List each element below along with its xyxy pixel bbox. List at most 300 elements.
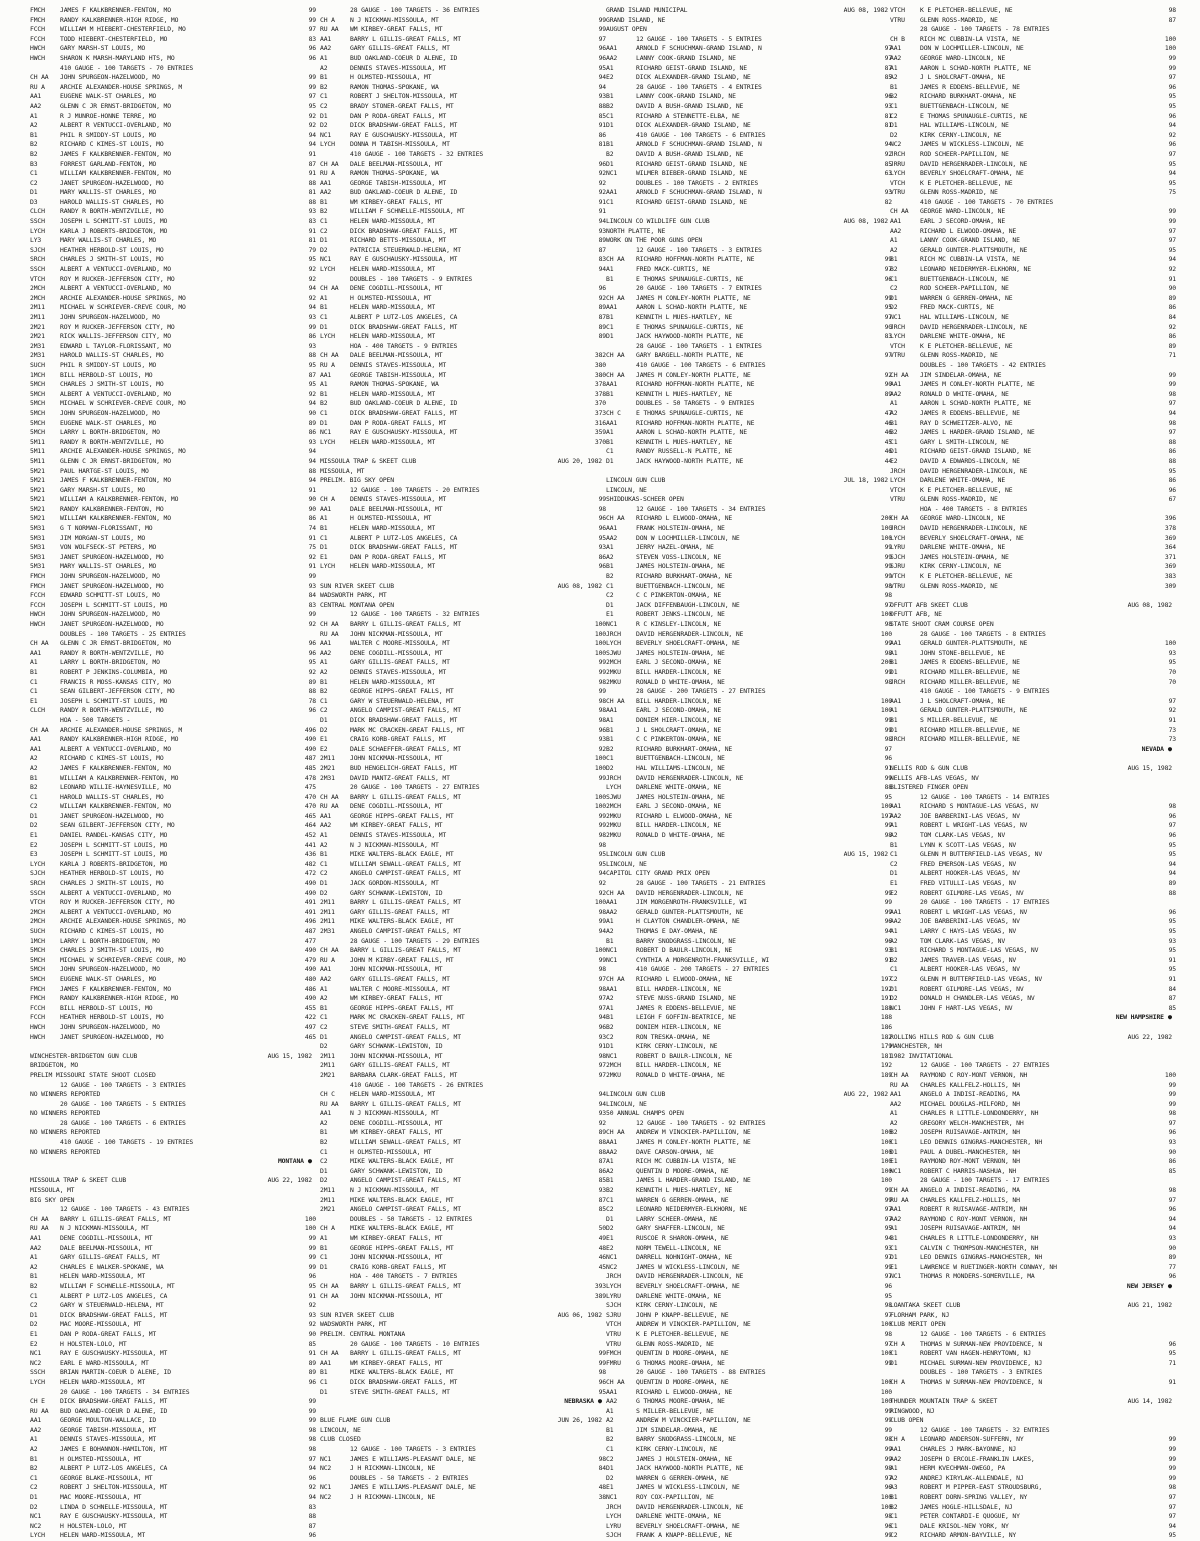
result-row bbox=[30, 1445, 316, 1455]
shooter-name: ROBERT JENKS-LINCOLN, NE bbox=[636, 610, 725, 619]
class-code: CH B bbox=[890, 34, 905, 43]
result-row bbox=[320, 1224, 606, 1234]
club-name: LOANTAKA SKEET CLUB bbox=[890, 1301, 961, 1310]
class-code: E1 bbox=[30, 831, 38, 840]
class-code: AA1 bbox=[320, 1358, 332, 1367]
text-line: 50 ANNUAL CHAMPS OPEN bbox=[606, 1109, 684, 1118]
score: 99 bbox=[1168, 1464, 1176, 1473]
class-code: NC1 bbox=[606, 946, 618, 955]
score: 96 bbox=[1168, 811, 1176, 820]
text-line: 410 GAUGE - 100 TARGETS - 6 ENTRIES bbox=[636, 360, 766, 369]
shooter-name: ROBERT R RUISAVAGE-ANTRIM, NH bbox=[920, 1205, 1028, 1214]
event-date: AUG 08, 1982 bbox=[843, 217, 888, 226]
result-row bbox=[30, 265, 316, 275]
shooter-name: RICHARD L ELWOOD-OMAHA, NE bbox=[636, 1387, 733, 1396]
score: 86 bbox=[1168, 1157, 1176, 1166]
text-line: 20 GAUGE - 100 TARGETS - 17 ENTRIES bbox=[920, 898, 1050, 907]
class-code: A1 bbox=[606, 1406, 614, 1415]
score: 88 bbox=[308, 687, 316, 696]
class-code: B1 bbox=[320, 850, 328, 859]
result-row bbox=[30, 6, 316, 16]
shooter-name: HELEN WARD-MISSOULA, MT bbox=[350, 524, 436, 533]
class-code: 5MCH bbox=[30, 418, 45, 427]
shooter-name: ROY COX-PAPILLION, NE bbox=[636, 1493, 714, 1502]
score: 98 bbox=[1168, 389, 1176, 398]
result-row bbox=[320, 1033, 606, 1043]
class-code: AA2 bbox=[30, 101, 42, 110]
class-code: SUCH bbox=[30, 927, 45, 935]
class-code: A1 bbox=[606, 917, 614, 926]
shooter-name: RICHARD MILLER-BELLEVUE, NE bbox=[920, 725, 1020, 734]
text-line: GRAND ISLAND, NE bbox=[606, 15, 666, 24]
result-row bbox=[606, 140, 892, 150]
shooter-name: KENNITH L MUES-HARTLEY, NE bbox=[636, 437, 733, 446]
shooter-name: GERALD GUNTER-PLATTSMOUTH, NE bbox=[920, 639, 1028, 648]
class-code: CH AA bbox=[30, 725, 49, 734]
result-row bbox=[30, 783, 316, 793]
result-row bbox=[890, 1224, 1176, 1234]
shooter-name: RAMON THOMAS-SPOKANE, WA bbox=[350, 380, 439, 389]
shooter-name: DICK BRADSHAW-GREAT FALLS, MT bbox=[350, 408, 458, 417]
shooter-name: GLENN C JR ERNST-BRIDGETON, MO bbox=[60, 456, 171, 465]
score: 91 bbox=[308, 226, 316, 235]
class-code: VTRU bbox=[606, 1329, 621, 1338]
class-code: D1 bbox=[890, 984, 898, 993]
class-code: B2 bbox=[606, 149, 614, 158]
shooter-name: GARY SCHWANK-LEWISTON, ID bbox=[350, 1166, 443, 1175]
result-row bbox=[606, 447, 892, 457]
class-code: NC1 bbox=[30, 1349, 42, 1358]
score: 99 bbox=[884, 1531, 892, 1540]
score: 179 bbox=[880, 1042, 892, 1051]
result-row bbox=[606, 1196, 892, 1206]
shooter-name: AARON L SCHAD-NORTH PLATTE, NE bbox=[920, 63, 1031, 72]
score: 84 bbox=[598, 1464, 606, 1473]
class-code: AA1 bbox=[320, 639, 332, 648]
score: 73 bbox=[1168, 725, 1176, 734]
score: 98 bbox=[1168, 1109, 1176, 1118]
text-line: 12 GAUGE - 100 TARGETS - 3 ENTRIES bbox=[350, 1445, 476, 1454]
result-row bbox=[890, 1234, 1176, 1244]
state-name: MONTANA bbox=[277, 1157, 304, 1166]
shooter-name: GEORGE HIPPS-GREAT FALLS, MT bbox=[350, 1243, 454, 1252]
score: 97 bbox=[1168, 1512, 1176, 1521]
result-row bbox=[890, 1148, 1176, 1158]
shooter-name: GLENN ROSS-MADRID, NE bbox=[920, 495, 998, 504]
class-code: D1 bbox=[606, 159, 614, 168]
shooter-name: BUD OAKLAND-COEUR D ALENE, ID bbox=[350, 53, 458, 62]
shooter-name: JIM MORGAN-ST LOUIS, MO bbox=[60, 533, 146, 542]
shooter-name: DARLENE WHITE-OMAHA, NE bbox=[636, 1512, 722, 1521]
score: 490 bbox=[304, 965, 316, 974]
blank-line bbox=[606, 1081, 892, 1091]
shooter-name: QUENTIN D MOORE-OMAHA, NE bbox=[636, 1349, 729, 1358]
shooter-name: RICHARD L ELWOOD-OMAHA, NE bbox=[636, 974, 733, 983]
class-code: B2 bbox=[320, 399, 328, 408]
score: 359 bbox=[594, 428, 606, 437]
shooter-name: JACK GORDON-MISSOULA, MT bbox=[350, 879, 439, 888]
result-row bbox=[890, 255, 1176, 265]
score: 197 bbox=[880, 811, 892, 820]
score: 475 bbox=[304, 783, 316, 792]
result-row bbox=[890, 1253, 1176, 1263]
score: 370 bbox=[594, 437, 606, 446]
score: 465 bbox=[304, 1032, 316, 1041]
score: 94 bbox=[308, 140, 316, 149]
class-code: C1 bbox=[890, 1512, 898, 1521]
shooter-name: BUETTGENBACH-LINCOLN, NE bbox=[920, 274, 1009, 283]
result-row bbox=[30, 246, 316, 256]
score: 93 bbox=[884, 188, 892, 197]
result-row bbox=[890, 1503, 1176, 1513]
result-row bbox=[606, 1263, 892, 1273]
result-row bbox=[30, 1330, 316, 1340]
result-row bbox=[320, 505, 606, 515]
result-row bbox=[606, 994, 892, 1004]
result-row bbox=[30, 1483, 316, 1493]
class-code: 2M11 bbox=[320, 1051, 335, 1060]
score: 95 bbox=[884, 1291, 892, 1300]
class-code: B2 bbox=[320, 207, 328, 216]
score: 100 bbox=[880, 706, 892, 715]
class-code: JRCH bbox=[890, 735, 905, 744]
result-row bbox=[890, 1512, 1176, 1522]
score: 93 bbox=[598, 1032, 606, 1041]
score: 97 bbox=[1168, 696, 1176, 705]
result-row bbox=[890, 985, 1176, 995]
shooter-name: H OLMSTED-MISSOULA, MT bbox=[350, 73, 432, 82]
class-code: JRCH bbox=[890, 466, 905, 475]
class-code: D2 bbox=[320, 1042, 328, 1051]
class-code: C1 bbox=[30, 1291, 38, 1300]
result-row bbox=[606, 73, 892, 83]
class-code: E2 bbox=[320, 744, 328, 753]
score: 99 bbox=[1168, 1454, 1176, 1463]
text-line: 410 GAUGE - 100 TARGETS - 9 ENTRIES bbox=[920, 687, 1050, 696]
score: 95 bbox=[1168, 1349, 1176, 1358]
result-row bbox=[320, 1359, 606, 1369]
score: 99 bbox=[1168, 1473, 1176, 1482]
score: 96 bbox=[598, 1377, 606, 1386]
result-row bbox=[890, 1109, 1176, 1119]
shooter-name: FRANK HOLSTEIN-OMAHA, NE bbox=[636, 524, 725, 533]
result-row bbox=[890, 83, 1176, 93]
shooter-name: H OLMSTED-MISSOULA, MT bbox=[60, 1454, 142, 1463]
result-row bbox=[606, 649, 892, 659]
shooter-name: MIKE WALTERS-BLACK EAGLE, MT bbox=[350, 850, 454, 859]
shooter-name: BRIAN MARTIN-COEUR D ALENE, ID bbox=[60, 1368, 171, 1377]
result-row bbox=[30, 802, 316, 812]
result-row bbox=[320, 179, 606, 189]
class-code: D1 bbox=[606, 1214, 614, 1223]
text-line: 12 GAUGE - 100 TARGETS - 27 ENTRIES bbox=[920, 1061, 1050, 1070]
class-code: AA2 bbox=[890, 53, 902, 62]
shooter-name: H OLMSTED-MISSOULA, MT bbox=[350, 293, 432, 302]
result-row bbox=[606, 1186, 892, 1196]
result-row bbox=[320, 1378, 606, 1388]
class-code: AA2 bbox=[606, 907, 618, 916]
shooter-name: RAYMOND C ROY-MONT VERNON, NH bbox=[920, 1070, 1028, 1079]
class-code: B1 bbox=[606, 140, 614, 149]
score: 99 bbox=[308, 1253, 316, 1262]
score: 98 bbox=[884, 1301, 892, 1310]
shooter-name: ROBERT C HARRIS-NASHUA, NH bbox=[920, 1166, 1017, 1175]
event-date: AUG 15, 1982 bbox=[1127, 763, 1172, 772]
class-code: NC1 bbox=[890, 1003, 902, 1012]
result-row bbox=[320, 419, 606, 429]
class-code: AA2 bbox=[606, 1147, 618, 1156]
class-code: B1 bbox=[30, 667, 38, 676]
score: 100 bbox=[880, 696, 892, 705]
result-row bbox=[30, 121, 316, 131]
result-row bbox=[320, 908, 606, 918]
score: 186 bbox=[880, 1022, 892, 1031]
text-line: 410 GAUGE - 100 TARGETS - 26 ENTRIES bbox=[350, 1080, 484, 1089]
class-code: AA1 bbox=[890, 639, 902, 648]
shooter-name: JAMES F KALKBRENNER-FENTON, MO bbox=[60, 6, 171, 14]
score: 90 bbox=[1168, 1243, 1176, 1252]
shooter-name: MICHAEL W SCHRIEVER-CREVE COUR, MO bbox=[60, 955, 186, 964]
score: 89 bbox=[1168, 1253, 1176, 1262]
result-row bbox=[606, 831, 892, 841]
score: 94 bbox=[1168, 1224, 1176, 1233]
class-code: 5MCH bbox=[30, 380, 45, 389]
result-row bbox=[320, 1244, 606, 1254]
class-code: D1 bbox=[320, 715, 328, 724]
shooter-name: MARY WALLIS-ST CHARLES, MO bbox=[60, 236, 157, 245]
score: 75 bbox=[308, 543, 316, 552]
score: 88 bbox=[884, 783, 892, 792]
text-line: DOUBLES - 50 TARGETS - 2 ENTRIES bbox=[350, 1473, 469, 1482]
result-row bbox=[30, 457, 316, 467]
score: 81 bbox=[308, 188, 316, 197]
event-date: AUG 15, 1982 bbox=[267, 1051, 312, 1060]
shooter-name: ROBERT D BAULR-LINCOLN, NE bbox=[636, 946, 733, 955]
shooter-name: EDWARD L TAYLOR-FLORISSANT, MO bbox=[60, 341, 171, 350]
result-row bbox=[606, 188, 892, 198]
shooter-name: J H RICKMAN-LINCOLN, NE bbox=[350, 1464, 436, 1473]
class-code: A1 bbox=[890, 1109, 898, 1118]
shooter-name: JOSEPH L SCHMITT-ST LOUIS, MO bbox=[60, 217, 168, 226]
event-date: AUG 06, 1982 bbox=[557, 1310, 602, 1319]
shooter-name: BILL HARDER-LINCOLN, NE bbox=[636, 667, 722, 676]
result-row bbox=[606, 409, 892, 419]
result-row bbox=[30, 582, 316, 592]
class-code: A2 bbox=[890, 831, 898, 840]
result-row bbox=[320, 35, 606, 45]
shooter-name: ROBERT L WRIGHT-LAS VEGAS, NV bbox=[920, 907, 1028, 916]
score: 94 bbox=[598, 217, 606, 226]
class-code: CH AA bbox=[606, 1128, 625, 1137]
score: 95 bbox=[1168, 946, 1176, 955]
score: 98 bbox=[598, 677, 606, 686]
class-code: C2 bbox=[606, 1205, 614, 1214]
score: 99 bbox=[1168, 1435, 1176, 1444]
result-row bbox=[320, 236, 606, 246]
result-row bbox=[320, 821, 606, 831]
class-code: SJCH bbox=[30, 869, 45, 878]
result-row bbox=[30, 160, 316, 170]
class-code: D1 bbox=[606, 1042, 614, 1051]
score: 75 bbox=[1168, 188, 1176, 197]
score: 74 bbox=[308, 524, 316, 533]
shooter-name: KIRK CERNY-LINCOLN, NE bbox=[636, 1445, 718, 1454]
class-code: D2 bbox=[320, 121, 328, 130]
shooter-name: BILL HARDER-LINCOLN, NE bbox=[636, 1061, 722, 1070]
class-code: B1 bbox=[606, 437, 614, 446]
text-line: 12 GAUGE - 100 TARGETS - 14 ENTRIES bbox=[920, 792, 1050, 801]
result-row bbox=[30, 419, 316, 429]
class-code: A1 bbox=[320, 658, 328, 667]
score: 99 bbox=[884, 1454, 892, 1463]
class-code: 2M11 bbox=[320, 1195, 335, 1204]
score: 89 bbox=[1168, 341, 1176, 350]
score: 99 bbox=[598, 687, 606, 696]
class-code: AA1 bbox=[320, 34, 332, 43]
score: 93 bbox=[1168, 648, 1176, 657]
bullet-icon: ● bbox=[1163, 744, 1172, 753]
result-row bbox=[890, 917, 1176, 927]
score: 97 bbox=[1168, 821, 1176, 830]
score: 100 bbox=[880, 1138, 892, 1147]
class-code: 2M11 bbox=[320, 1061, 335, 1070]
score: 98 bbox=[598, 715, 606, 724]
result-row bbox=[890, 841, 1176, 851]
result-row bbox=[30, 236, 316, 246]
club-name: MISSOULA TRAP & SKEET CLUB bbox=[320, 456, 417, 465]
class-code: NC1 bbox=[606, 620, 618, 628]
event-date: JUN 26, 1982 bbox=[557, 1416, 602, 1425]
class-code: D1 bbox=[890, 1147, 898, 1156]
class-code: AA1 bbox=[606, 44, 618, 53]
result-row bbox=[30, 1522, 316, 1532]
shooter-name: JANET SPURGEON-HAZELWOOD, MO bbox=[60, 1032, 164, 1041]
score: 99 bbox=[884, 1425, 892, 1434]
result-row bbox=[606, 303, 892, 313]
score: 98 bbox=[884, 1435, 892, 1444]
shooter-name: CHARLES J MARK-BAYONNE, NJ bbox=[920, 1445, 1017, 1454]
shooter-name: WALTER C MOORE-MISSOULA, MT bbox=[350, 639, 450, 648]
result-row bbox=[320, 630, 606, 640]
result-row bbox=[890, 1205, 1176, 1215]
class-code: CH AA bbox=[606, 1377, 625, 1386]
score: 100 bbox=[880, 1387, 892, 1396]
score: 86 bbox=[308, 514, 316, 523]
class-code: D1 bbox=[890, 667, 898, 676]
score: 93 bbox=[308, 313, 316, 321]
result-row bbox=[606, 1167, 892, 1177]
shooter-name: LEONARD NEIDERMYER-ELKHORN, NE bbox=[636, 1205, 747, 1214]
result-row bbox=[30, 1033, 316, 1043]
shooter-name: DAVID A EDWARDS-LINCOLN, NE bbox=[920, 456, 1020, 465]
result-row bbox=[320, 917, 606, 927]
shooter-name: RICHARD HOFFMAN-NORTH PLATTE, NE bbox=[636, 418, 755, 427]
result-row bbox=[30, 179, 316, 189]
result-row bbox=[320, 1100, 606, 1110]
result-row bbox=[890, 179, 1176, 189]
class-code: AA1 bbox=[320, 178, 332, 187]
shooter-name: MICHAEL W SCHRIEVER-CREVE COUR, MO bbox=[60, 399, 186, 408]
shooter-name: RONALD D WHITE-OMAHA, NE bbox=[636, 831, 725, 840]
class-code: AA1 bbox=[890, 1205, 902, 1214]
shooter-name: G THOMAS MOORE-OMAHA, NE bbox=[636, 1358, 725, 1367]
shooter-name: ANDREW M VINCKIER-PAPILLION, NE bbox=[636, 1128, 751, 1137]
result-row bbox=[606, 1253, 892, 1263]
score: 393 bbox=[594, 1281, 606, 1290]
shooter-name: DAN P RODA-GREAT FALLS, MT bbox=[350, 418, 447, 427]
score: 89 bbox=[1168, 293, 1176, 302]
shooter-name: RANDY RUSSELL-N PLATTE, NE bbox=[636, 447, 733, 456]
class-code: NC1 bbox=[606, 1051, 618, 1060]
result-row bbox=[606, 821, 892, 831]
score: 465 bbox=[304, 811, 316, 820]
shooter-name: BARRY SNODGRASS-LINCOLN, NE bbox=[636, 936, 736, 945]
score: 98 bbox=[598, 1051, 606, 1060]
result-row bbox=[320, 524, 606, 534]
shooter-name: JOHN NICKMAN-MISSOULA, MT bbox=[350, 629, 443, 638]
class-code: NC1 bbox=[320, 130, 332, 139]
shooter-name: ANGELO A INDISI-READING, MA bbox=[920, 1186, 1020, 1195]
shooter-name: JOHN NICKMAN-MISSOULA, MT bbox=[350, 754, 443, 763]
score: 95 bbox=[884, 303, 892, 312]
shooter-name: RAY E GUSCHAUSKY-MISSOULA, MT bbox=[60, 1349, 168, 1358]
shooter-name: DARLENE WHITE-OMAHA, NE bbox=[920, 543, 1006, 552]
result-row bbox=[30, 284, 316, 294]
result-row bbox=[320, 1023, 606, 1033]
class-code: CH AA bbox=[890, 1186, 909, 1195]
score: 71 bbox=[1168, 1358, 1176, 1367]
class-code: AA1 bbox=[606, 1387, 618, 1396]
result-row bbox=[606, 620, 892, 630]
result-row bbox=[320, 745, 606, 755]
score: 45 bbox=[598, 1262, 606, 1271]
class-code: VTRU bbox=[890, 15, 905, 24]
class-code: D1 bbox=[890, 1358, 898, 1367]
shooter-name: SEAN GILBERT-JEFFERSON CITY, MO bbox=[60, 687, 175, 696]
class-code: NC2 bbox=[890, 140, 902, 149]
text-line: 12 GAUGE - 100 TARGETS - 43 ENTRIES bbox=[60, 1205, 190, 1214]
class-code: NC1 bbox=[30, 1512, 42, 1521]
shooter-name: RICHARD HOFFMAN-NORTH PLATTE, NE bbox=[636, 380, 755, 389]
shooter-name: DARLENE WHITE-OMAHA, NE bbox=[920, 476, 1006, 485]
shooter-name: BEVERLY SHOELCRAFT-OMAHA, NE bbox=[920, 169, 1024, 178]
result-row bbox=[320, 879, 606, 889]
text-line: 12 GAUGE - 100 TARGETS - 20 ENTRIES bbox=[350, 485, 480, 494]
class-code: 5M21 bbox=[30, 485, 45, 494]
score: 99 bbox=[884, 715, 892, 724]
result-row bbox=[320, 1157, 606, 1167]
shooter-name: CALVIN C THOMPSON-MANCHESTER, NH bbox=[920, 1243, 1039, 1252]
score: 95 bbox=[1168, 927, 1176, 935]
class-code: A1 bbox=[606, 1157, 614, 1166]
shooter-name: ARCHIE ALEXANDER-HOUSE SPRINGS, MO bbox=[60, 917, 186, 926]
text-line: DOUBLES - 50 TARGETS - 12 ENTRIES bbox=[350, 1214, 473, 1223]
class-code: CH E bbox=[30, 1397, 45, 1406]
shooter-name: DAVID HERGENRADER-LINCOLN, NE bbox=[636, 1272, 744, 1281]
class-code: JRRU bbox=[890, 159, 905, 168]
class-code: B2 bbox=[320, 687, 328, 696]
score: 97 bbox=[884, 1253, 892, 1262]
shooter-name: JOSEPH L SCHMITT-ST LOUIS, MO bbox=[60, 850, 168, 859]
result-row bbox=[890, 44, 1176, 54]
blank-line bbox=[890, 1388, 1176, 1398]
class-code: CH AA bbox=[606, 351, 625, 360]
class-code: FCCH bbox=[30, 1013, 45, 1022]
score: 100 bbox=[880, 533, 892, 542]
shooter-name: RICK WALLIS-JEFFERSON CITY, MO bbox=[60, 332, 171, 341]
result-row bbox=[890, 476, 1176, 486]
result-row bbox=[30, 54, 316, 64]
